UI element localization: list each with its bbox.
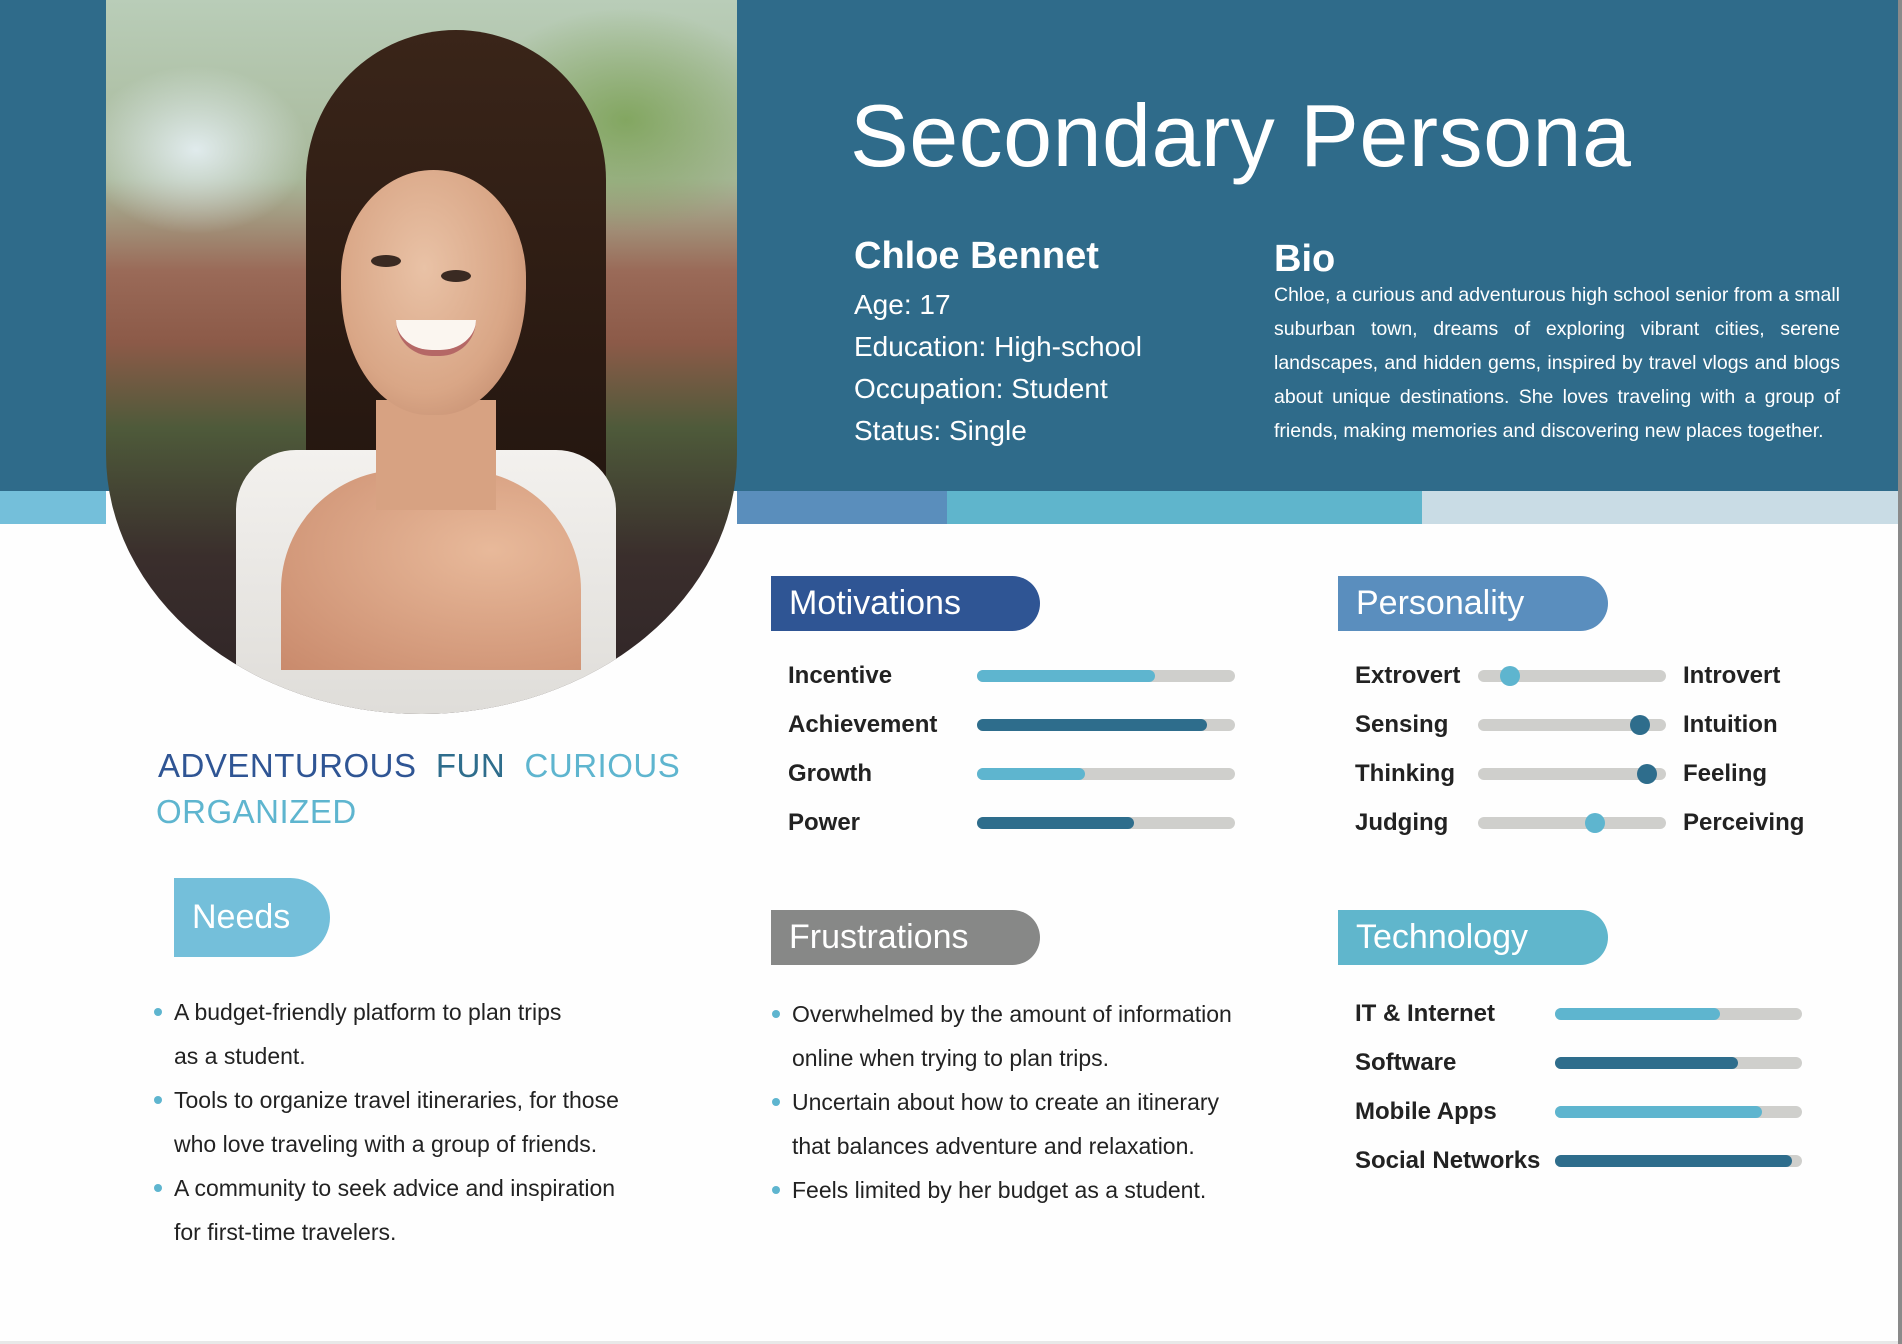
bullet-icon [772,1010,780,1018]
motivation-label: Incentive [788,662,893,689]
list-item-text: Tools to organize travel itineraries, for those [174,1087,619,1113]
personality-right-label: Perceiving [1683,809,1805,836]
personality-left-label: Extrovert [1355,662,1461,689]
list-item-text: Feels limited by her budget as a student. [792,1177,1207,1203]
personality-slider [1478,817,1666,829]
personality-left-label: Thinking [1355,760,1455,787]
list-item-text: Overwhelmed by the amount of information [792,1001,1232,1027]
bullet-icon [772,1186,780,1194]
list-item-text: for first-time travelers. [174,1219,397,1245]
technology-bar [1555,1008,1802,1020]
list-item-text: A community to seek advice and inspiration [174,1175,616,1201]
persona-age: Age: 17 [854,289,951,320]
list-item [792,1168,1332,1212]
slider-dot-icon [1585,813,1605,833]
trait-fun: FUN [435,747,506,784]
personality-slider [1478,768,1666,780]
technology-bar-fill [1555,1106,1762,1118]
slider-dot-icon [1630,715,1650,735]
motivation-bar [977,768,1235,780]
list-item [792,992,1332,1080]
technology-bar-fill [1555,1008,1720,1020]
accent-stripe-light [1422,491,1898,524]
technology-heading: Technology [1338,910,1608,965]
motivation-bar-fill [977,670,1155,682]
motivation-bar [977,719,1235,731]
personality-right-label: Feeling [1683,760,1768,787]
frustrations-list [792,992,1332,1212]
motivation-bar-fill [977,719,1207,731]
technology-bar [1555,1057,1802,1069]
list-item-text: that balances adventure and relaxation. [792,1133,1195,1159]
persona-occupation: Occupation: Student [854,373,1108,404]
trait-tags [158,746,680,786]
motivation-label: Power [788,809,861,836]
persona-name: Chloe Bennet [854,235,1099,277]
needs-heading: Needs [174,878,330,957]
list-item [792,1080,1332,1168]
bullet-icon [154,1184,162,1192]
accent-stripe-teal [947,491,1422,524]
motivation-bar [977,670,1235,682]
motivation-bar-fill [977,768,1085,780]
list-item [174,990,694,1078]
list-item [174,1078,694,1166]
technology-label: Social Networks [1355,1147,1541,1174]
bio-text: Chloe, a curious and adventurous high school senior from a small suburban town, dreams of exploring vibrant cities, serene landscapes, and hidden gems, inspired by travel vlogs and blogs about unique destinations. She loves traveling with a group of friends, making memories and discovering new places together. [1274,284,1840,442]
list-item-text: online when trying to plan trips. [792,1045,1110,1071]
trait-organized: ORGANIZED [156,793,357,830]
bullet-icon [154,1096,162,1104]
personality-slider [1478,719,1666,731]
technology-bar-fill [1555,1057,1738,1069]
persona-photo [106,0,737,714]
personality-left-label: Judging [1355,809,1449,836]
technology-bar-fill [1555,1155,1792,1167]
motivation-bar-fill [977,817,1134,829]
bio-heading: Bio [1274,238,1336,280]
trait-adventurous: ADVENTUROUS [158,747,417,784]
motivations-heading: Motivations [771,576,1040,631]
slider-dot-icon [1637,764,1657,784]
personality-right-label: Introvert [1683,662,1781,689]
persona-education: Education: High-school [854,331,1142,362]
list-item-text: as a student. [174,1043,306,1069]
list-item-text: who love traveling with a group of friends. [174,1131,598,1157]
bullet-icon [772,1098,780,1106]
personality-slider [1478,670,1666,682]
frustrations-heading: Frustrations [771,910,1040,965]
technology-label: Software [1355,1049,1457,1076]
page-edge-right [1898,0,1902,1344]
personality-right-label: Intuition [1683,711,1778,738]
persona-status: Status: Single [854,415,1027,446]
list-item [174,1166,694,1254]
technology-bar [1555,1106,1802,1118]
slider-dot-icon [1500,666,1520,686]
motivation-label: Achievement [788,711,938,738]
technology-label: Mobile Apps [1355,1098,1497,1125]
needs-list [174,990,694,1254]
accent-stripe-blue [737,491,947,524]
personality-heading: Personality [1338,576,1608,631]
bullet-icon [154,1008,162,1016]
page-title: Secondary Persona [850,86,1632,185]
accent-stripe-left [0,491,106,524]
technology-label: IT & Internet [1355,1000,1496,1027]
list-item-text: A budget-friendly platform to plan trips [174,999,562,1025]
motivation-label: Growth [788,760,872,787]
motivation-bar [977,817,1235,829]
list-item-text: Uncertain about how to create an itinerary [792,1089,1220,1115]
personality-left-label: Sensing [1355,711,1449,738]
trait-curious: CURIOUS [524,747,681,784]
technology-bar [1555,1155,1802,1167]
